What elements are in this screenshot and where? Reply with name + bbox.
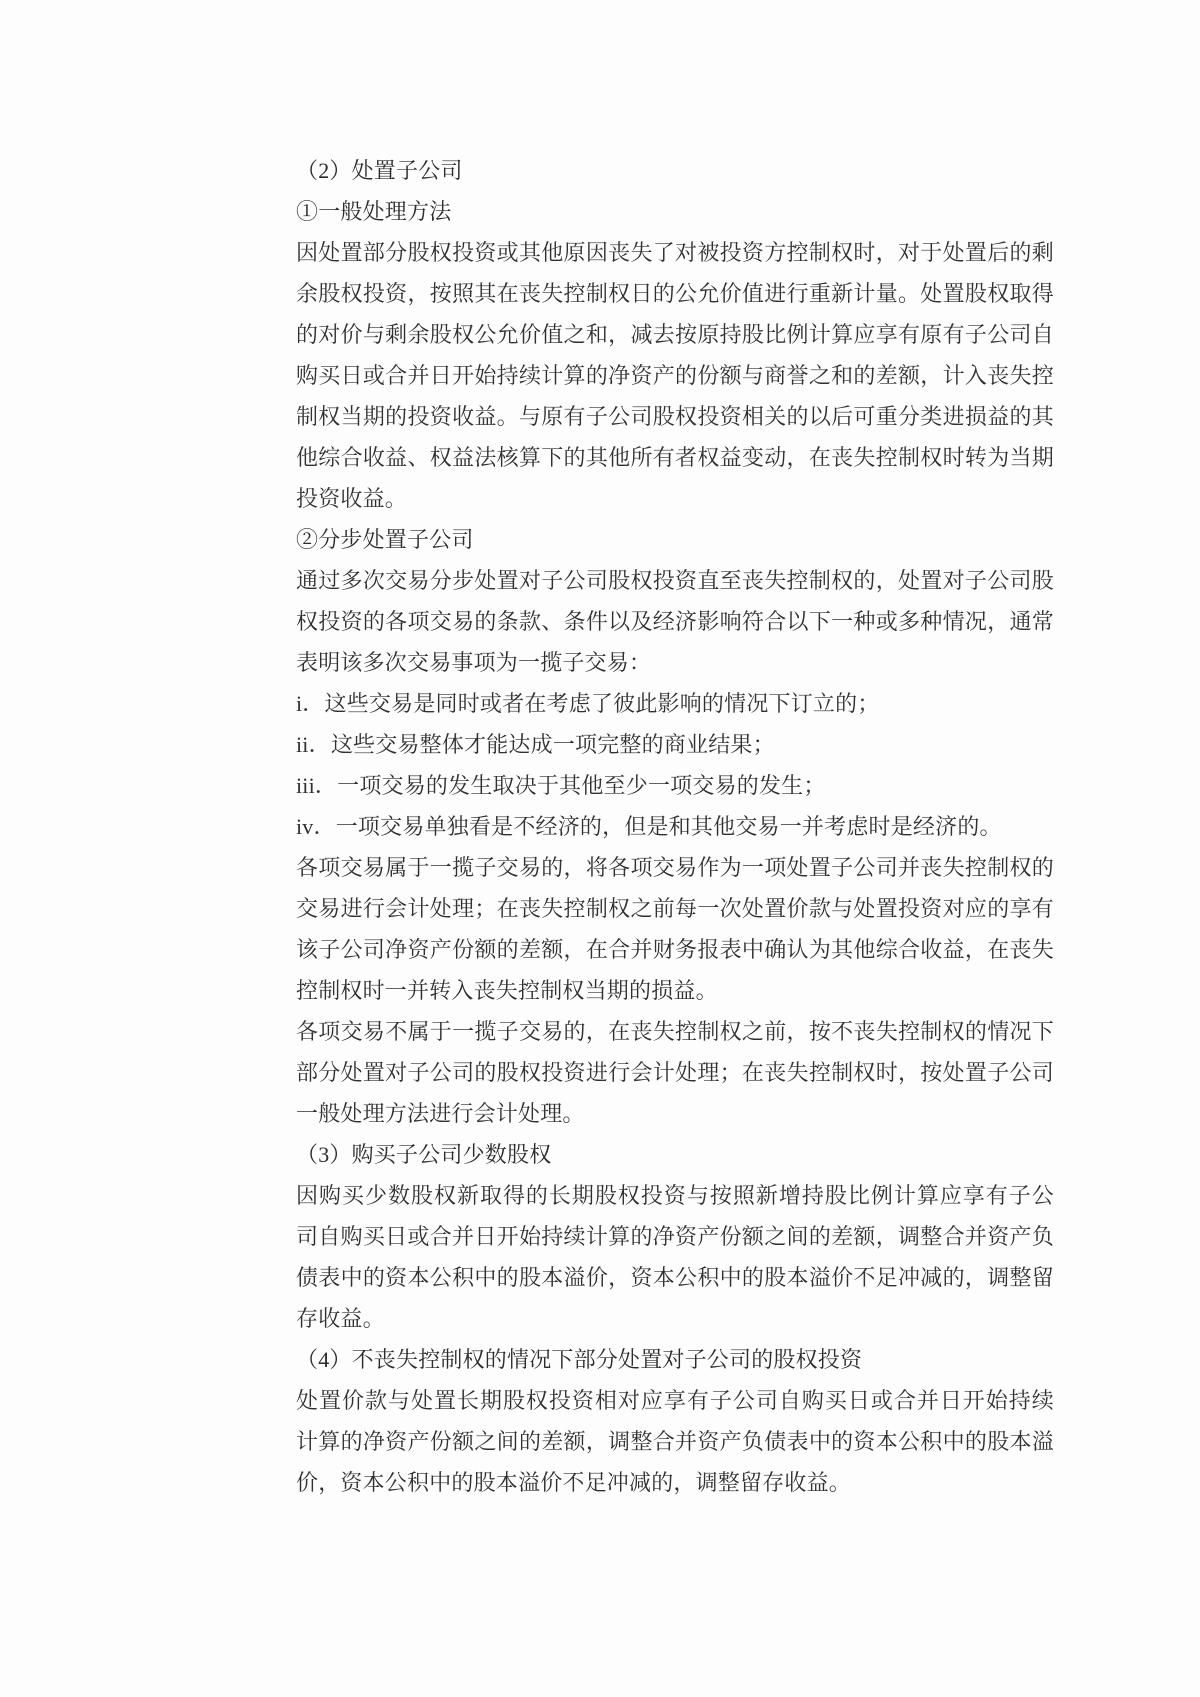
list-item-iii: iii．一项交易的发生取决于其他至少一项交易的发生； (296, 773, 826, 798)
subheading-general-method: ①一般处理方法 (296, 199, 452, 224)
paragraph-line: 权投资的各项交易的条款、条件以及经济影响符合以下一种或多种情况，通常 (296, 609, 1054, 634)
list-item-i: i．这些交易是同时或者在考虑了彼此影响的情况下订立的； (296, 691, 880, 716)
paragraph-line: 价，资本公积中的股本溢价不足冲减的，调整留存收益。 (296, 1470, 852, 1495)
paragraph-line: 购买日或合并日开始持续计算的净资产的份额与商誉之和的差额，计入丧失控 (296, 363, 1054, 388)
paragraph-line: 处置价款与处置长期股权投资相对应享有子公司自购买日或合并日开始持续 (296, 1388, 1054, 1413)
list-item-ii: ii．这些交易整体才能达成一项完整的商业结果； (296, 732, 775, 757)
heading-section-3: （3）购买子公司少数股权 (296, 1142, 552, 1167)
paragraph-line: 表明该多次交易事项为一揽子交易： (296, 650, 652, 675)
subheading-stepwise-disposal: ②分步处置子公司 (296, 527, 474, 552)
paragraph-line: 控制权时一并转入丧失控制权当期的损益。 (296, 978, 718, 1003)
paragraph-line: 因购买少数股权新取得的长期股权投资与按照新增持股比例计算应享有子公 (296, 1183, 1054, 1208)
paragraph-line: 一般处理方法进行会计处理。 (296, 1101, 585, 1126)
paragraph-line: 存收益。 (296, 1306, 385, 1331)
paragraph-line: 司自购买日或合并日开始持续计算的净资产份额之间的差额，调整合并资产负 (296, 1224, 1054, 1249)
heading-section-4: （4）不丧失控制权的情况下部分处置对子公司的股权投资 (296, 1347, 863, 1372)
paragraph-line: 交易进行会计处理；在丧失控制权之前每一次处置价款与处置投资对应的享有 (296, 896, 1054, 921)
list-item-iv: iv．一项交易单独看是不经济的，但是和其他交易一并考虑时是经济的。 (296, 814, 1002, 839)
paragraph-line: 各项交易不属于一揽子交易的，在丧失控制权之前，按不丧失控制权的情况下 (296, 1019, 1054, 1044)
paragraph-line: 他综合收益、权益法核算下的其他所有者权益变动，在丧失控制权时转为当期 (296, 445, 1054, 470)
paragraph-line: 各项交易属于一揽子交易的，将各项交易作为一项处置子公司并丧失控制权的 (296, 855, 1054, 880)
paragraph-line: 投资收益。 (296, 486, 408, 511)
paragraph-line: 债表中的资本公积中的股本溢价，资本公积中的股本溢价不足冲减的，调整留 (296, 1265, 1054, 1290)
paragraph-line: 余股权投资，按照其在丧失控制权日的公允价值进行重新计量。处置股权取得 (296, 281, 1054, 306)
heading-section-2: （2）处置子公司 (296, 158, 463, 183)
paragraph-line: 该子公司净资产份额的差额，在合并财务报表中确认为其他综合收益，在丧失 (296, 937, 1054, 962)
paragraph-line: 通过多次交易分步处置对子公司股权投资直至丧失控制权的，处置对子公司股 (296, 568, 1054, 593)
paragraph-line: 计算的净资产份额之间的差额，调整合并资产负债表中的资本公积中的股本溢 (296, 1429, 1054, 1454)
text-block (296, 150, 1054, 1503)
paragraph-line: 部分处置对子公司的股权投资进行会计处理；在丧失控制权时，按处置子公司 (296, 1060, 1054, 1085)
paragraph-line: 因处置部分股权投资或其他原因丧失了对被投资方控制权时，对于处置后的剩 (296, 240, 1054, 265)
paragraph-line: 的对价与剩余股权公允价值之和，减去按原持股比例计算应享有原有子公司自 (296, 322, 1054, 347)
paragraph-line: 制权当期的投资收益。与原有子公司股权投资相关的以后可重分类进损益的其 (296, 404, 1054, 429)
